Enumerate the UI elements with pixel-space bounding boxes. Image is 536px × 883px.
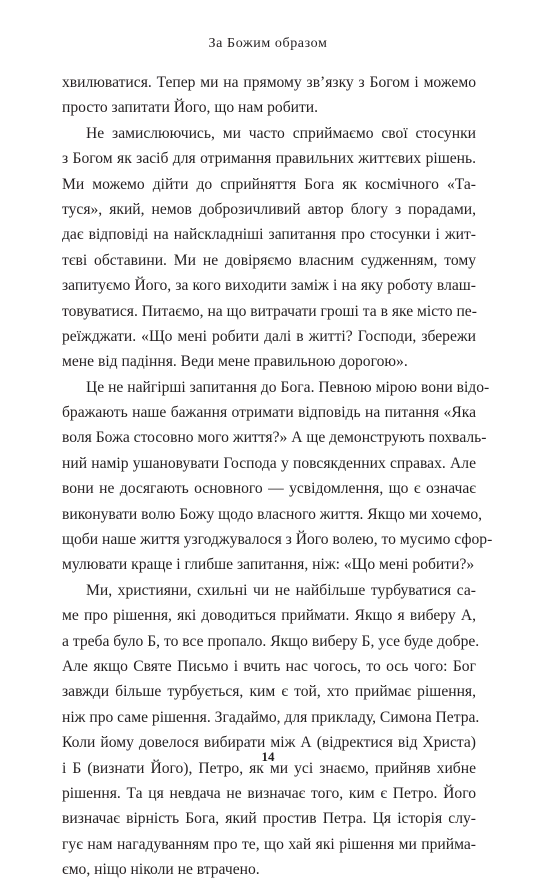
- text-line: і Б (визнати Його), Петро, як ми усі знаємо, прийняв хибне: [62, 759, 476, 777]
- text-line: а треба було Б, то все пропало. Якщо виберу Б, усе буде добре.: [62, 632, 480, 650]
- page-number: 14: [261, 749, 275, 764]
- running-header: За Божим образом: [208, 36, 328, 51]
- paragraph: [62, 578, 480, 883]
- text-line: Ми можемо дійти до сприйняття Бога як космічного «Та-: [62, 175, 476, 193]
- text-line: ніж про саме рішення. Згадаймо, для прикладу, Симона Петра.: [62, 708, 480, 726]
- text-line: Не замислюючись, ми часто сприймаємо свої стосунки: [86, 124, 476, 142]
- text-line: ємо, ніщо ніколи не втрачено.: [62, 861, 260, 879]
- text-line: з Богом як засіб для отримання правильних життєвих рішень.: [62, 150, 476, 168]
- paragraph: [62, 375, 493, 578]
- text-line: запитуємо Його, за кого виходити заміж і на яку роботу влаш-: [62, 277, 476, 295]
- text-line: Це не найгірші запитання до Бога. Певною мірою вони відо-: [86, 378, 490, 396]
- paragraph: [62, 121, 476, 375]
- text-line: воля Божа стосовно мого життя?» А ще демонструють похваль-: [62, 429, 487, 447]
- text-line: дає відповіді на найскладніші запитання про стосунки і жит-: [62, 226, 476, 244]
- text-line: визначає вірність Бога, який простив Петра. Ця історія слу-: [62, 810, 476, 828]
- text-line: вони не досягають основного — усвідомлення, що є означає: [62, 480, 476, 498]
- text-line: ме про рішення, які доводиться приймати. Якщо я виберу А,: [62, 607, 476, 625]
- text-line: тєві обставини. Ми не довіряємо власним судженням, тому: [62, 251, 476, 269]
- text-line: хвилюватися. Тепер ми на прямому зв’язку з Богом і можемо: [62, 74, 476, 91]
- text-line: реїжджати. «Що мені робити далі в житті? Господи, збережи: [62, 327, 476, 345]
- text-line: туся», який, немов доброзичливий автор блогу з порадами,: [62, 200, 476, 218]
- text-line: товуватися. Питаємо, на що витрачати гроші та в яке місто пе-: [62, 302, 477, 320]
- text-line: гує нам нагадуванням про те, що хай які рішення ми прийма-: [62, 835, 476, 853]
- text-line: Ми, християни, схильні чи не найбільше турбуватися са-: [86, 581, 476, 599]
- text-line: рішення. Та ця невдача не визначає того, ким є Петро. Його: [62, 784, 476, 802]
- text-line: ний намір ушановувати Господа у повсякденних справах. Але: [62, 454, 476, 472]
- text-line: Але якщо Святе Письмо і вчить нас чогось, то ось чого: Бог: [62, 657, 476, 675]
- text-line: Коли йому довелося вибирати між А (відректися від Христа): [62, 734, 476, 752]
- text-line: бражають наше бажання отримати відповідь на питання «Яка: [62, 404, 476, 422]
- text-line: мулювати краще і глибше запитання, ніж: «Що мені робити?»: [62, 556, 475, 574]
- text-line: виконувати волю Божу щодо власного життя. Якщо ми хочемо,: [62, 505, 483, 523]
- text-line: щоби наше життя узгоджувалося з Його волею, то мусимо сфор-: [62, 531, 493, 549]
- paragraph: [62, 70, 476, 121]
- text-line: просто запитати Його, що нам робити.: [62, 99, 319, 117]
- text-line: мене від падіння. Веди мене правильною дорогою».: [62, 353, 408, 371]
- text-line: завжди більше турбується, ким є той, хто приймає рішення,: [62, 683, 476, 701]
